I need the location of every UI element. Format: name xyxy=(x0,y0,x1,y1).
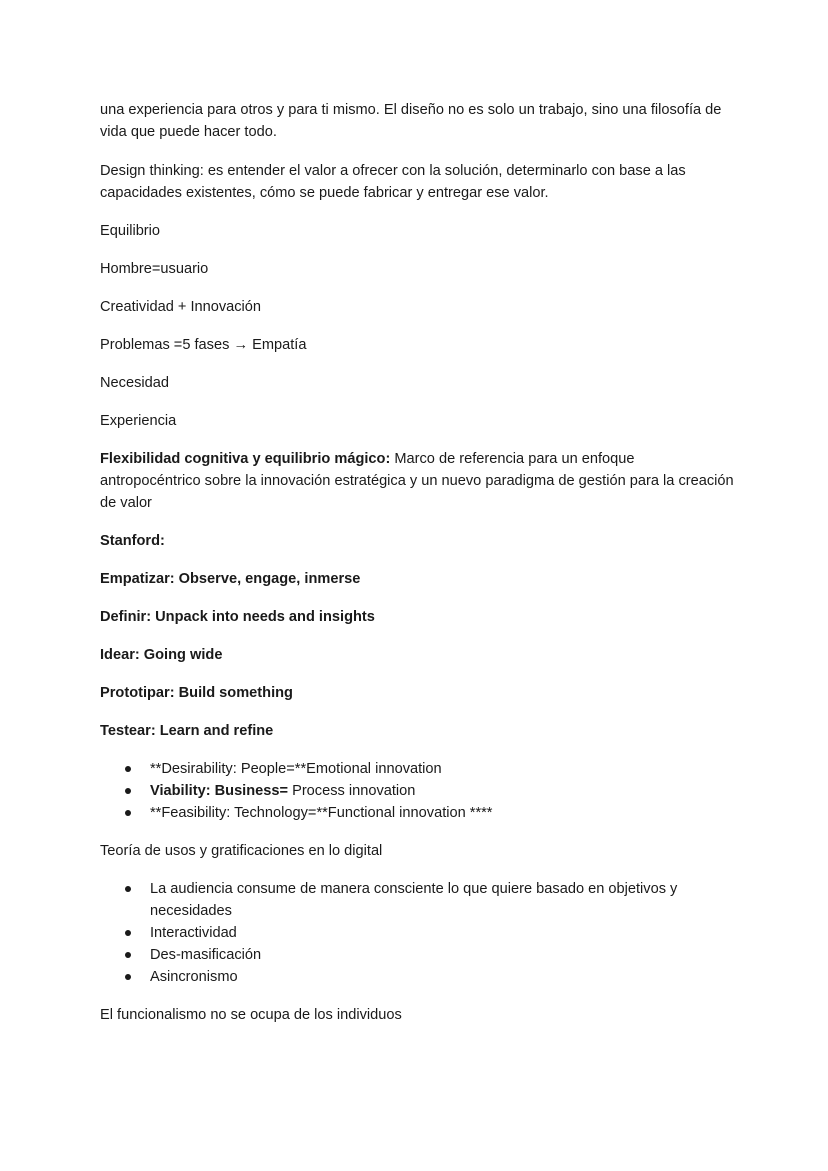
flexibilidad-heading: Flexibilidad cognitiva y equilibrio mágico: xyxy=(100,451,391,467)
paragraph-flexibilidad xyxy=(100,448,738,514)
paragraph-hombre-usuario: Hombre=usuario xyxy=(100,261,209,277)
innovation-list xyxy=(100,758,738,824)
paragraph-problemas: Problemas =5 fases → Empatía xyxy=(100,337,307,353)
list-item: Interactividad xyxy=(100,922,738,944)
heading-prototipar: Prototipar: Build something xyxy=(100,685,293,701)
paragraph-creatividad: Creatividad + Innovación xyxy=(100,299,262,315)
list-item-viability: Viability: Business= Process innovation xyxy=(100,780,738,802)
list-item: La audiencia consume de manera consciente lo que quiere basado en objetivos y necesidades xyxy=(100,878,738,922)
heading-empatizar: Empatizar: Observe, engage, inmerse xyxy=(100,571,361,587)
list-item: Des-masificación xyxy=(100,944,738,966)
paragraph-experiencia: Experiencia xyxy=(100,413,177,429)
list-item-feasibility: **Feasibility: Technology=**Functional innovation **** xyxy=(100,802,738,824)
heading-definir: Definir: Unpack into needs and insights xyxy=(100,609,375,625)
paragraph-necesidad: Necesidad xyxy=(100,375,169,391)
heading-testear: Testear: Learn and refine xyxy=(100,723,274,739)
paragraph-design-philosophy: una experiencia para otros y para ti mismo. El diseño no es solo un trabajo, sino una filosofía de vida que puede hacer todo. xyxy=(100,102,722,140)
list-item: Asincronismo xyxy=(100,966,738,988)
paragraph-equilibrio: Equilibrio xyxy=(100,223,161,239)
paragraph-funcionalismo: El funcionalismo no se ocupa de los individuos xyxy=(100,1007,402,1023)
heading-stanford: Stanford: xyxy=(100,533,165,549)
uses-gratifications-list xyxy=(100,878,738,988)
paragraph-design-thinking: Design thinking: es entender el valor a ofrecer con la solución, determinarlo con base a las capacidades existentes, cómo se puede fabricar y entregar ese valor. xyxy=(100,163,686,201)
paragraph-teoria: Teoría de usos y gratificaciones en lo digital xyxy=(100,843,383,859)
list-item-desirability: **Desirability: People=**Emotional innovation xyxy=(100,758,738,780)
heading-idear: Idear: Going wide xyxy=(100,647,223,663)
flexibilidad-text: Marco de referencia para un enfoque antropocéntrico sobre la innovación estratégica y un nuevo paradigma de gestión para la creación de valor xyxy=(100,451,734,511)
